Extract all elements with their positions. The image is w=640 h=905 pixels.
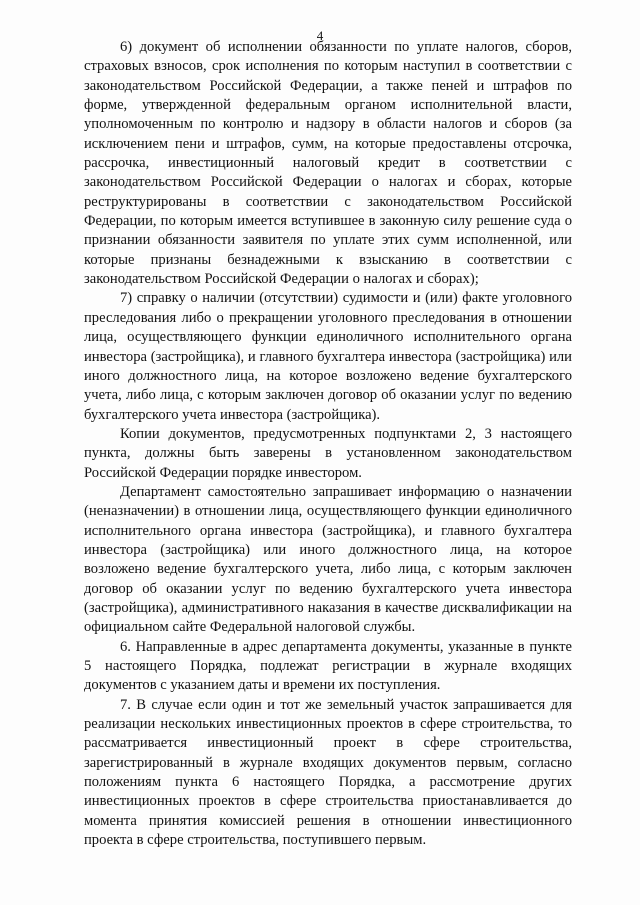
paragraph-subitem-6: 6) документ об исполнении обязанности по уплате налогов, сборов, страховых взносов, срок исполнения по которым наступил в соответствии с законодательством Российской Федерации, а также пеней и штрафов по форме, утвержденной федеральным органом исполнительной власти, уполномоченным по контролю и надзору в области налогов и сборов (за исключением пени и штрафов, сумм, на которые предоставлены отсрочка, рассрочка, инвестиционный налоговый кредит в соответствии с законодательством Российской Федерации о налогах и сборах, которые реструктурированы в соответствии с законодательством Российской Федерации, по которым имеется вступившее в законную силу решение суда о признании обязанности заявителя по уплате этих сумм исполненной, или которые признаны безнадежными к взысканию в соответствии с законодательством Российской Федерации о налогах и сборах); <box>84 39 572 288</box>
paragraph-item-7: 7. В случае если один и тот же земельный участок запрашивается для реализации нескольких инвестиционных проектов в сфере строительства, то рассматривается инвестиционный проект в сфере строительства, зарегистрированный в журнале входящих документов первым, согласно положениям пункта 6 настоящего Порядка, а рассмотрение других инвестиционных проектов в сфере строительства приостанавливается до момента принятия комиссией решения в отношении инвестиционного проекта в сфере строительства, поступившего первым. <box>84 696 572 849</box>
paragraph-department-request: Департамент самостоятельно запрашивает информацию о назначении (неназначении) в отношении лица, осуществляющего функции единоличного исполнительного органа инвестора (застройщика), и главного бухгалтера инвестора (застройщика) или иного должностного лица, на которое возложено ведение бухгалтерского учета, либо лица, с которым заключен договор об оказании услуг по ведению бухгалтерского учета инвестора (застройщика), административного наказания в качестве дисквалификации на официальном сайте Федеральной налоговой службы. <box>84 483 572 636</box>
document-body <box>84 38 572 850</box>
paragraph-subitem-7: 7) справку о наличии (отсутствии) судимости и (или) факте уголовного преследования либо о прекращении уголовного преследования в отношении лица, осуществляющего функции единоличного исполнительного органа инвестора (застройщика), и главного бухгалтера инвестора (застройщика) или иного должностного лица, на которое возложено ведение бухгалтерского учета, либо лица, с которым заключен договор об оказании услуг по ведению бухгалтерского учета инвестора (застройщика). <box>84 290 572 423</box>
paragraph-copies-certification: Копии документов, предусмотренных подпунктами 2, 3 настоящего пункта, должны быть заверены в установленном законодательством Российской Федерации порядке инвестором. <box>84 425 572 481</box>
paragraph-item-6: 6. Направленные в адрес департамента документы, указанные в пункте 5 настоящего Порядка, подлежат регистрации в журнале входящих документов с указанием даты и времени их поступления. <box>84 638 572 694</box>
page-number: 4 <box>316 28 324 43</box>
